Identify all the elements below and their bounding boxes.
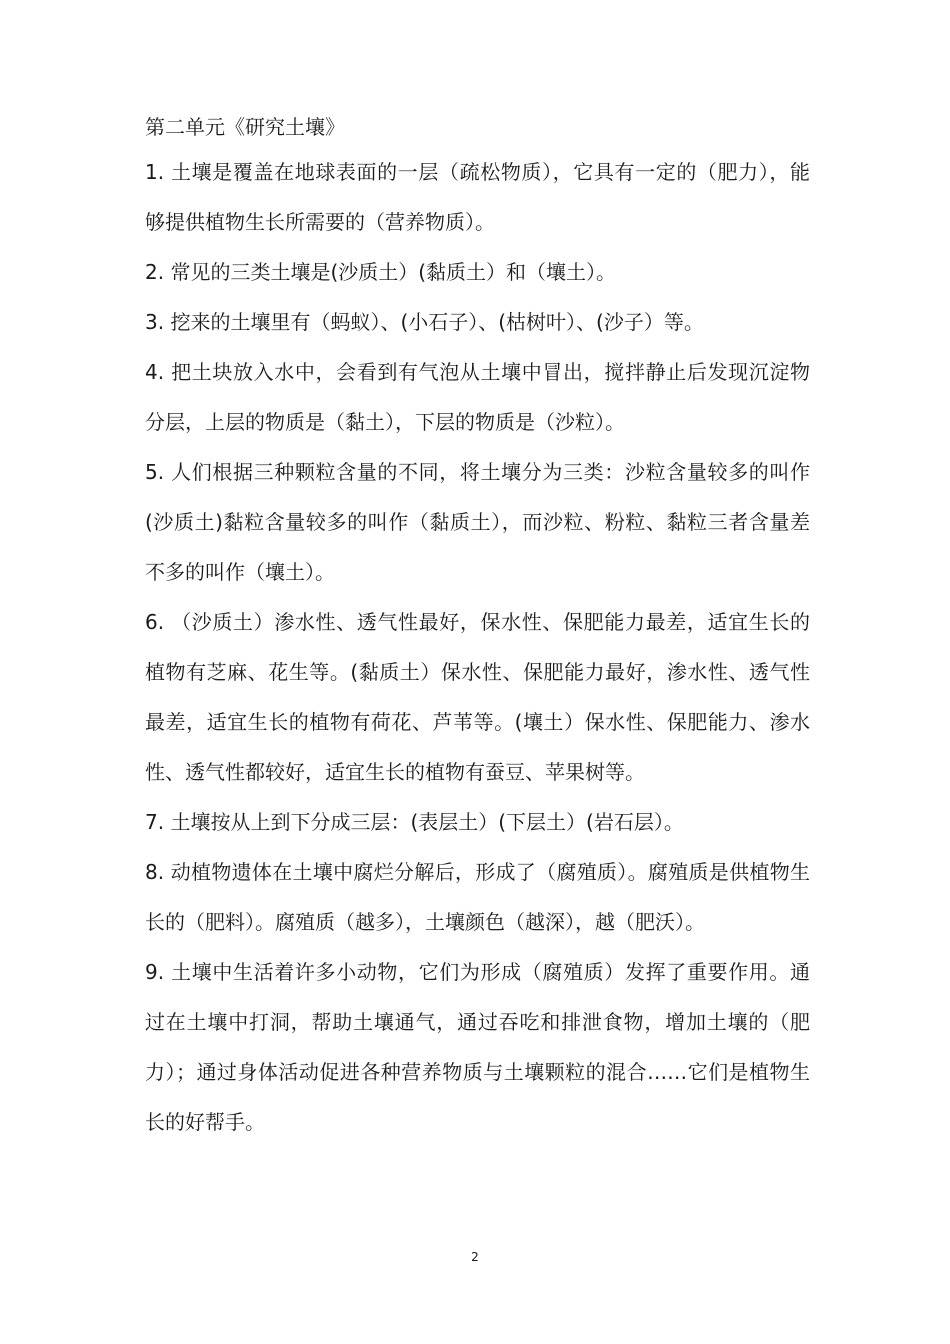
- list-item: 1. 土壤是覆盖在地球表面的一层（疏松物质），它具有一定的（肥力），能够提供植物生长所需要的（营养物质）。: [145, 160, 810, 234]
- list-item: 6. （沙质土）渗水性、透气性最好，保水性、保肥能力最差，适宜生长的植物有芝麻、花生等。(黏质土）保水性、保肥能力最好，渗水性、透气性最差，适宜生长的植物有荷花、芦苇等。(壤土）保水性、保肥能力、渗水性、透气性都较好，适宜生长的植物有蚕豆、苹果树等。: [145, 610, 810, 784]
- list-item: 8. 动植物遗体在土壤中腐烂分解后，形成了（腐殖质）。腐殖质是供植物生长的（肥料）。腐殖质（越多），土壤颜色（越深），越（肥沃）。: [145, 860, 810, 934]
- list-item: 3. 挖来的土壤里有（蚂蚁）、(小石子）、(枯树叶）、(沙子）等。: [145, 310, 704, 334]
- list-item: 5. 人们根据三种颗粒含量的不同，将土壤分为三类：沙粒含量较多的叫作(沙质土)黏粒含量较多的叫作（黏质土），而沙粒、粉粒、黏粒三者含量差不多的叫作（壤土）。: [145, 460, 810, 584]
- list-item: 7. 土壤按从上到下分成三层：(表层土）(下层土）(岩石层）。: [145, 810, 684, 834]
- document-title: 第二单元《研究土壤》: [145, 115, 345, 139]
- list-item: 9. 土壤中生活着许多小动物，它们为形成（腐殖质）发挥了重要作用。通过在土壤中打洞，帮助土壤通气，通过吞吃和排泄食物，增加土壤的（肥力）；通过身体活动促进各种营养物质与土壤颗粒的混合……它们是植物生长的好帮手。: [145, 960, 810, 1134]
- list-item: 4. 把土块放入水中，会看到有气泡从土壤中冒出，搅拌静止后发现沉淀物分层，上层的物质是（黏土），下层的物质是（沙粒）。: [145, 360, 810, 434]
- page-number: 2: [471, 1250, 479, 1264]
- document-body: [145, 107, 810, 1147]
- list-item: 2. 常见的三类土壤是(沙质土）(黏质土）和（壤土）。: [145, 260, 617, 284]
